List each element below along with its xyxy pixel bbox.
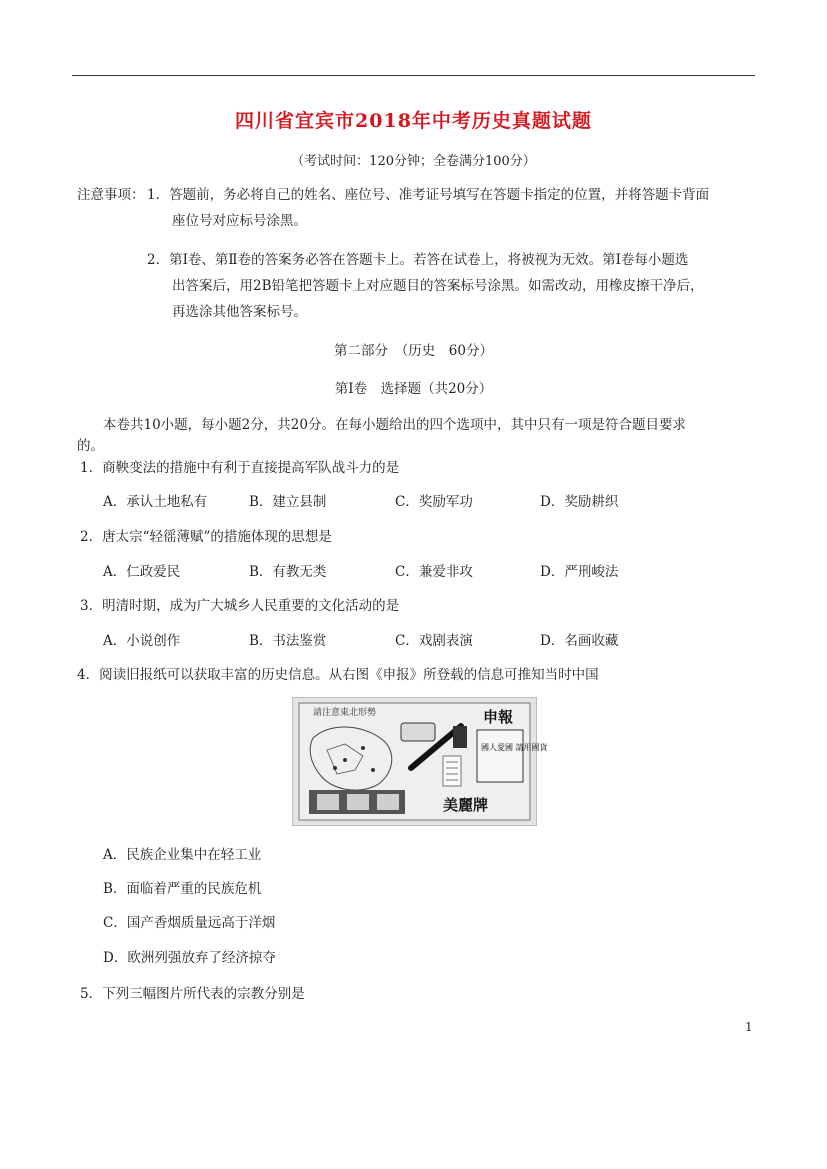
- shenbao-newspaper-image: [292, 697, 548, 826]
- q4-option-c[interactable]: C．国产香烟质量远高于洋烟: [103, 915, 276, 931]
- q1-option-b[interactable]: B．建立县制: [249, 494, 327, 510]
- q4-option-a[interactable]: A．民族企业集中在轻工业: [103, 847, 262, 863]
- notice-item-2-line-1: 2．第Ⅰ卷、第Ⅱ卷的答案务必答在答题卡上。若答在试卷上，将被视为无效。第Ⅰ卷每小题选: [147, 252, 689, 268]
- image-caption: 請注意東北形勢: [313, 708, 377, 718]
- q2-option-c[interactable]: C．兼爱非攻: [395, 564, 473, 580]
- question-3-stem: 3．明清时期，成为广大城乡人民重要的文化活动的是: [80, 598, 400, 614]
- section-heading: 第Ⅰ卷 选择题（共20分）: [334, 381, 493, 397]
- q2-option-b[interactable]: B．有教无类: [249, 564, 327, 580]
- image-masthead: 申報: [483, 708, 514, 726]
- notice-item-2-line-2: 出答案后，用2B铅笔把答题卡上对应题目的答案标号涂黑。如需改动，用橡皮擦干净后，: [172, 278, 704, 294]
- image-brand: 美麗牌: [443, 796, 489, 814]
- part-heading: 第二部分 （历史 60分）: [334, 343, 493, 359]
- notice-label: 注意事项：: [77, 187, 145, 203]
- q4-option-b[interactable]: B．面临着严重的民族危机: [103, 881, 262, 897]
- newspaper-illustration: [293, 698, 548, 825]
- q1-option-a[interactable]: A．承认土地私有: [103, 494, 208, 510]
- question-1-stem: 1．商鞅变法的措施中有利于直接提高军队战斗力的是: [80, 460, 400, 476]
- notice-item-1-line-2: 座位号对应标号涂黑。: [172, 213, 307, 229]
- notice-item-1-line-1: 1．答题前，务必将自己的姓名、座位号、准考证号填写在答题卡指定的位置，并将答题卡背面: [147, 187, 710, 203]
- question-5-stem: 5．下列三幅图片所代表的宗教分别是: [80, 986, 305, 1002]
- page-title: 四川省宜宾市2018年中考历史真题试题: [235, 110, 592, 132]
- q1-option-d[interactable]: D．奖励耕织: [540, 494, 619, 510]
- q2-option-d[interactable]: D．严刑峻法: [540, 564, 619, 580]
- question-3-options: [103, 629, 743, 649]
- q3-option-d[interactable]: D．名画收藏: [540, 633, 619, 649]
- q3-option-b[interactable]: B．书法鉴赏: [249, 633, 327, 649]
- q3-option-a[interactable]: A．小说创作: [103, 633, 181, 649]
- page-number: 1: [745, 1020, 753, 1034]
- question-2-options: [103, 560, 743, 580]
- question-2-stem: 2．唐太宗“轻徭薄赋”的措施体现的思想是: [80, 529, 332, 545]
- question-4-stem: 4．阅读旧报纸可以获取丰富的历史信息。从右图《申报》所登载的信息可推知当时中国: [77, 667, 599, 683]
- header-rule: [72, 75, 755, 76]
- q3-option-c[interactable]: C．戏剧表演: [395, 633, 473, 649]
- instructions-line-2: 的。: [77, 438, 104, 454]
- image-slogan: 國人愛國 請用國貨: [481, 743, 548, 752]
- notice-item-2-line-3: 再选涂其他答案标号。: [172, 304, 307, 320]
- instructions-line-1: 本卷共10小题，每小题2分，共20分。在每小题给出的四个选项中，其中只有一项是符合题目要求: [103, 417, 686, 433]
- q2-option-a[interactable]: A．仁政爱民: [103, 564, 181, 580]
- question-1-options: [103, 490, 743, 510]
- q1-option-c[interactable]: C．奖励军功: [395, 494, 473, 510]
- q4-option-d[interactable]: D．欧洲列强放弃了经济掠夺: [103, 950, 276, 966]
- exam-subtitle: （考试时间：120分钟；全卷满分100分）: [291, 154, 536, 169]
